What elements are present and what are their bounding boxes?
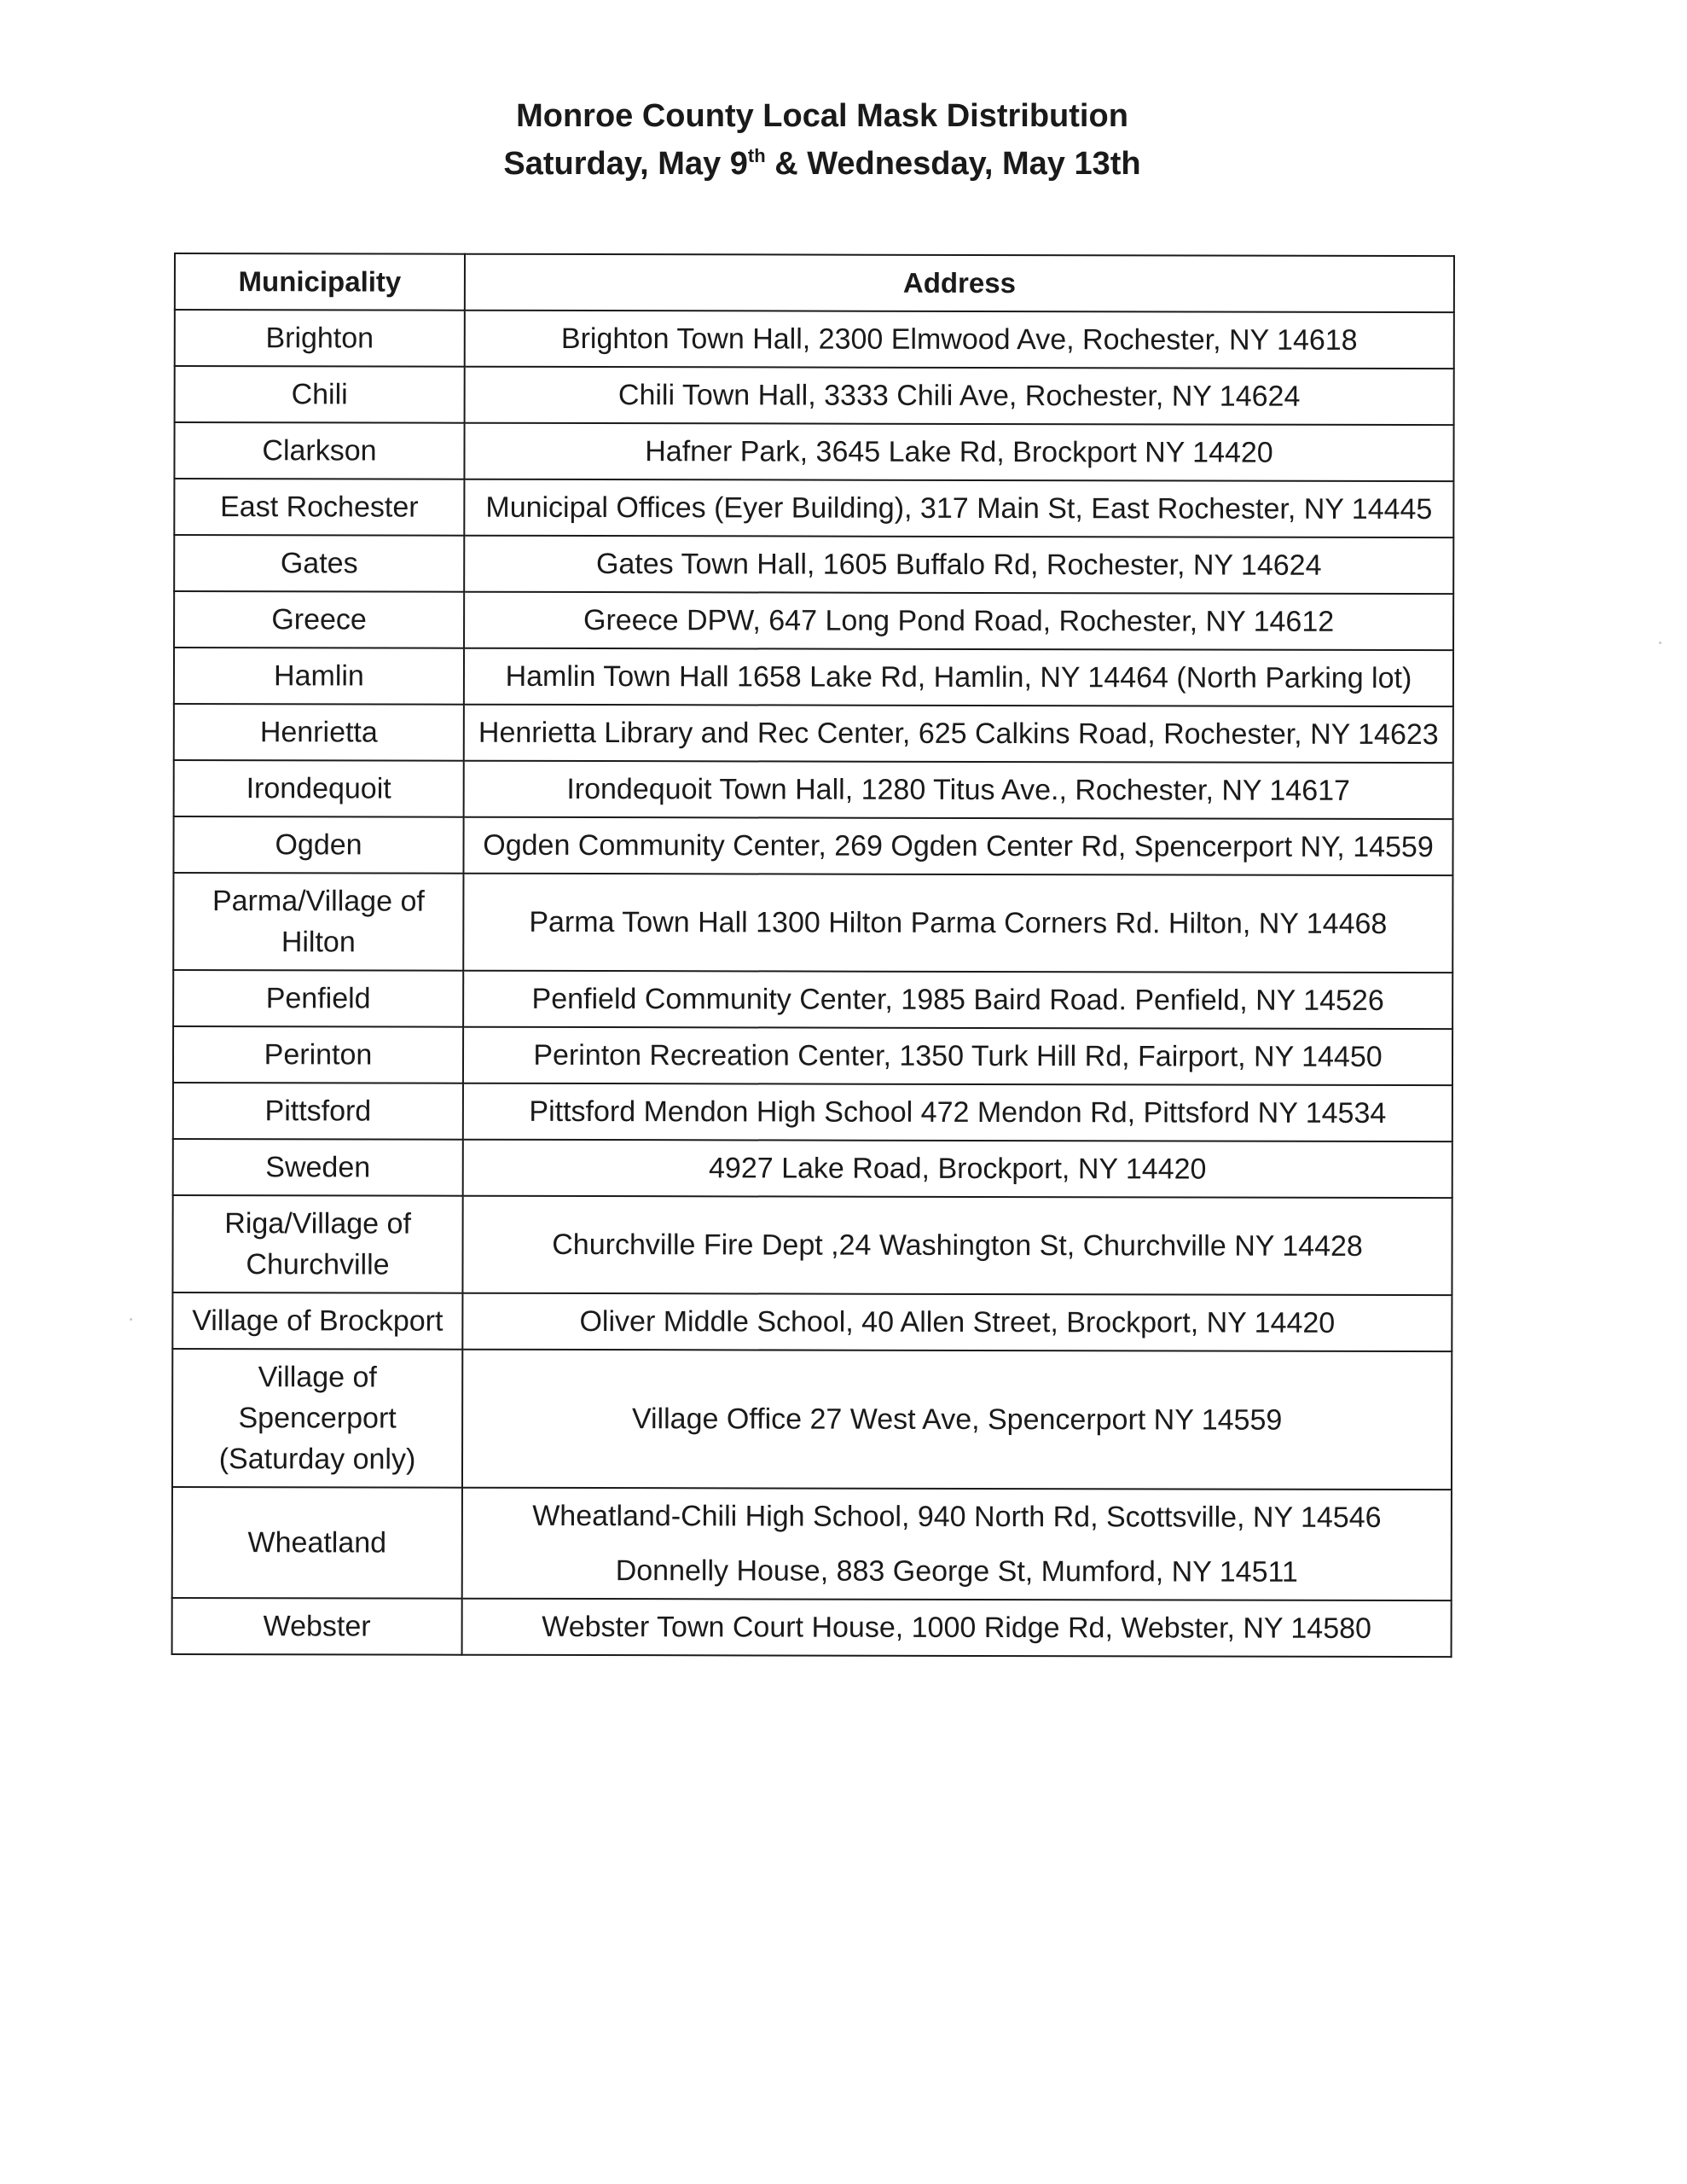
table-row — [173, 873, 1452, 973]
table-row — [175, 310, 1454, 369]
address-cell — [462, 1488, 1452, 1600]
table-row — [172, 1349, 1452, 1490]
address-cell — [463, 1140, 1452, 1198]
address-text: Penfield Community Center, 1985 Baird Road. Penfield, NY 14526 — [531, 982, 1384, 1017]
municipality-cell: Webster — [172, 1598, 462, 1655]
address-text: Perinton Recreation Center, 1350 Turk Hill Rd, Fairport, NY 14450 — [533, 1038, 1383, 1073]
municipality-cell: Chili — [175, 366, 465, 423]
municipality-cell: Hamlin — [174, 648, 464, 705]
address-text: Municipal Offices (Eyer Building), 317 Main St, East Rochester, NY 14445 — [485, 491, 1433, 526]
address-cell — [462, 1196, 1452, 1295]
address-cell — [462, 1350, 1452, 1490]
table-row — [174, 535, 1453, 594]
address-cell — [463, 971, 1452, 1029]
table-row — [174, 422, 1453, 481]
table-row — [172, 1487, 1452, 1600]
table-row — [173, 1083, 1452, 1141]
table-row — [172, 1195, 1452, 1295]
address-cell — [464, 648, 1453, 706]
address-text: Hamlin Town Hall 1658 Lake Rd, Hamlin, NY 14464 (North Parking lot) — [505, 659, 1412, 695]
table-row — [174, 760, 1453, 819]
address-text: Village Office 27 West Ave, Spencerport NY 14559 — [631, 1403, 1283, 1437]
municipality-cell: Penfield — [173, 970, 463, 1027]
address-cell — [465, 311, 1454, 369]
title-date-1: Saturday, May 9 — [503, 146, 748, 182]
municipality-cell: East Rochester — [174, 479, 464, 536]
municipality-cell: Perinton — [173, 1026, 463, 1083]
address-text: Greece DPW, 647 Long Pond Road, Rochester, NY 14612 — [583, 604, 1335, 638]
table-row — [172, 1598, 1452, 1657]
table-row — [174, 648, 1453, 706]
municipality-cell: Greece — [174, 591, 464, 648]
title-date-2: & Wednesday, May 13th — [765, 146, 1141, 182]
table-row — [175, 366, 1454, 425]
address-cell — [462, 1599, 1452, 1657]
municipality-cell: Riga/Village of Churchville — [172, 1195, 462, 1293]
header-municipality: Municipality — [175, 253, 465, 311]
municipality-cell: Wheatland — [172, 1487, 462, 1599]
municipality-cell: Gates — [174, 535, 464, 592]
table-row — [173, 816, 1452, 875]
municipality-cell: Parma/Village of Hilton — [173, 873, 463, 971]
table-row — [174, 479, 1453, 537]
title-date-1-suffix: th — [747, 145, 766, 166]
address-cell — [463, 1083, 1452, 1141]
table-row — [174, 704, 1453, 763]
address-cell — [464, 761, 1453, 819]
address-text: Chili Town Hall, 3333 Chili Ave, Rochester, NY 14624 — [617, 379, 1301, 413]
table-body — [172, 310, 1454, 1657]
title-line-1: Monroe County Local Mask Distribution — [516, 98, 1128, 134]
address-cell — [463, 817, 1452, 875]
address-cell — [464, 423, 1453, 481]
municipality-cell: Irondequoit — [174, 760, 464, 817]
table-row — [173, 970, 1452, 1029]
address-cell — [464, 705, 1453, 763]
address-text: Churchville Fire Dept ,24 Washington St, Churchville NY 14428 — [552, 1228, 1363, 1263]
municipality-cell: Village of Brockport — [172, 1292, 462, 1350]
address-cell — [464, 536, 1453, 594]
address-text: Parma Town Hall 1300 Hilton Parma Corners Rd. Hilton, NY 14468 — [529, 905, 1388, 940]
document-title — [0, 92, 1644, 188]
address-cell — [464, 479, 1453, 537]
table-row — [172, 1292, 1452, 1351]
address-cell — [465, 367, 1454, 425]
header-address: Address — [465, 254, 1454, 312]
address-text: Donnelly House, 883 George St, Mumford, NY 14511 — [615, 1554, 1298, 1589]
address-text: Gates Town Hall, 1605 Buffalo Rd, Rochester, NY 14624 — [595, 548, 1322, 582]
distribution-table — [171, 253, 1455, 1658]
address-cell — [464, 592, 1453, 650]
address-text: 4927 Lake Road, Brockport, NY 14420 — [708, 1152, 1207, 1186]
table-row — [173, 1026, 1452, 1085]
municipality-cell: Sweden — [173, 1139, 463, 1196]
municipality-cell: Pittsford — [173, 1083, 463, 1140]
address-cell — [463, 874, 1452, 973]
address-text: Oliver Middle School, 40 Allen Street, Brockport, NY 14420 — [579, 1304, 1336, 1339]
municipality-cell: Ogden — [173, 816, 463, 874]
address-text: Wheatland-Chili High School, 940 North Rd, Scottsville, NY 14546 — [532, 1499, 1382, 1534]
municipality-cell: Village of Spencerport (Saturday only) — [172, 1349, 462, 1488]
address-text: Brighton Town Hall, 2300 Elmwood Ave, Rochester, NY 14618 — [560, 322, 1358, 357]
table-row — [174, 591, 1453, 650]
address-text: Pittsford Mendon High School 472 Mendon Rd, Pittsford NY 14534 — [529, 1095, 1387, 1130]
table-header-row — [175, 253, 1454, 312]
scan-speck — [1659, 642, 1661, 644]
scan-speck — [130, 1318, 132, 1321]
municipality-cell: Brighton — [175, 310, 465, 367]
municipality-cell: Clarkson — [174, 422, 464, 479]
address-text: Ogden Community Center, 269 Ogden Center Rd, Spencerport NY, 14559 — [483, 828, 1434, 864]
address-cell — [462, 1293, 1452, 1351]
title-line-2 — [0, 140, 1644, 188]
municipality-cell: Henrietta — [174, 704, 464, 761]
address-text: Webster Town Court House, 1000 Ridge Rd, Webster, NY 14580 — [542, 1610, 1372, 1645]
address-text: Henrietta Library and Rec Center, 625 Calkins Road, Rochester, NY 14623 — [478, 716, 1439, 752]
address-text: Hafner Park, 3645 Lake Rd, Brockport NY 14420 — [645, 435, 1273, 469]
table-row — [173, 1139, 1452, 1198]
address-text: Irondequoit Town Hall, 1280 Titus Ave., Rochester, NY 14617 — [566, 772, 1351, 807]
address-cell — [463, 1027, 1452, 1085]
